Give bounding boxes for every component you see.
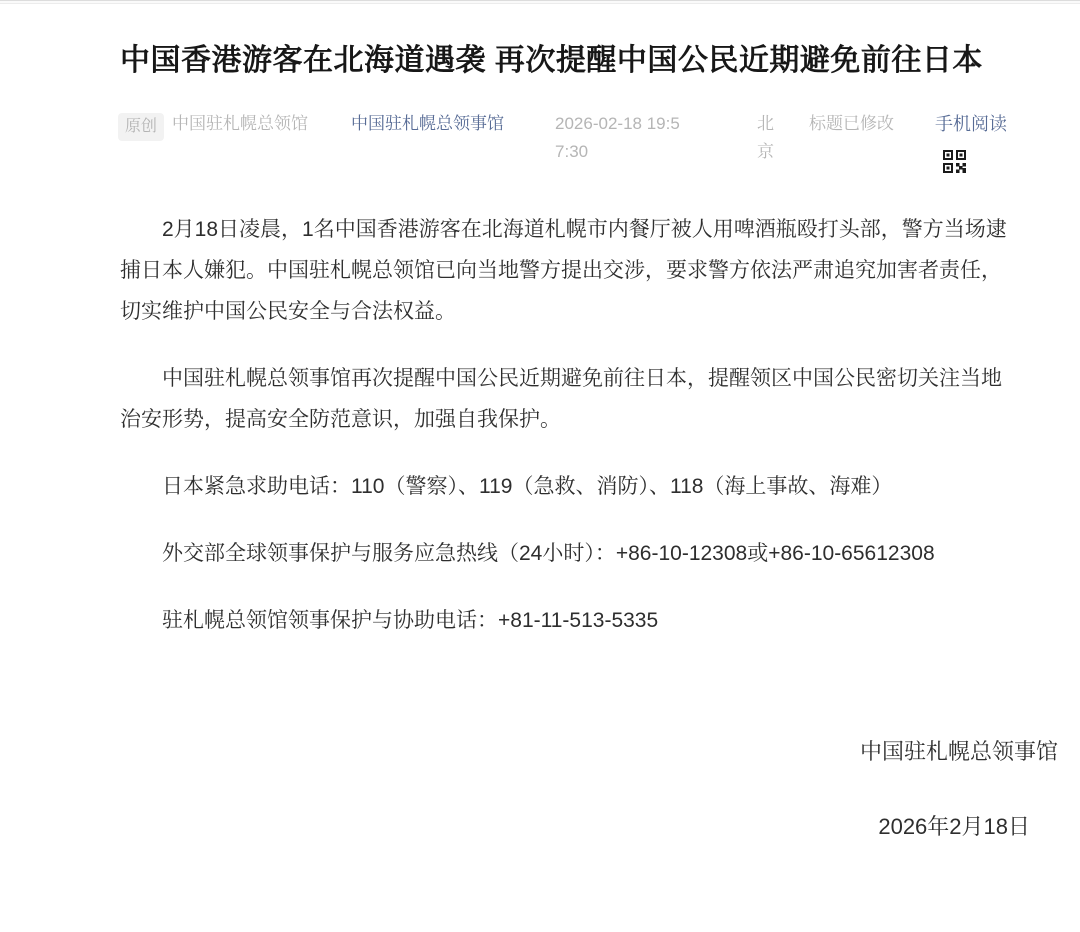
author-name: 中国驻札幌总领馆 (172, 114, 309, 133)
account-link[interactable]: 中国驻札幌总领事馆 (351, 114, 505, 133)
article-title: 中国香港游客在北海道遇袭 再次提醒中国公民近期避免前往日本 (120, 44, 983, 77)
closing-block (0, 737, 1080, 842)
publish-datetime: 2026-02-18 19:57:30 (555, 114, 680, 161)
paragraph-4: 外交部全球领事保护与服务应急热线（24小时）：+86-10-12308或+86-10-65612308 (162, 542, 935, 565)
mobile-read-control[interactable] (935, 110, 1007, 173)
original-badge: 原创 (118, 113, 164, 141)
meta-row (118, 110, 1080, 173)
paragraph-5: 驻札幌总领馆领事保护与协助电话：+81-11-513-5335 (162, 609, 659, 632)
article-body (120, 209, 1020, 641)
publish-location: 北京 (757, 114, 775, 161)
paragraph-2: 中国驻札幌总领事馆再次提醒中国公民近期避免前往日本，提醒领区中国公民密切关注当地治安形势，提高安全防范意识，加强自我保护。 (120, 367, 1002, 431)
article-date: 2026年2月18日 (878, 814, 1030, 839)
signature: 中国驻札幌总领事馆 (859, 739, 1058, 764)
top-divider (0, 0, 1080, 4)
paragraph-3: 日本紧急求助电话：110（警察）、119（急救、消防）、118（海上事故、海难） (162, 475, 893, 498)
title-modified-note: 标题已修改 (809, 114, 895, 133)
paragraph-1: 2月18日凌晨，1名中国香港游客在北海道札幌市内餐厅被人用啤酒瓶殴打头部，警方当场逮捕日本人嫌犯。中国驻札幌总领馆已向当地警方提出交涉，要求警方依法严肃追究加害者责任，切实维护中国公民安全与合法权益。 (120, 218, 1007, 323)
qr-code-icon[interactable] (943, 150, 967, 173)
mobile-read-label[interactable]: 手机阅读 (935, 114, 1008, 134)
